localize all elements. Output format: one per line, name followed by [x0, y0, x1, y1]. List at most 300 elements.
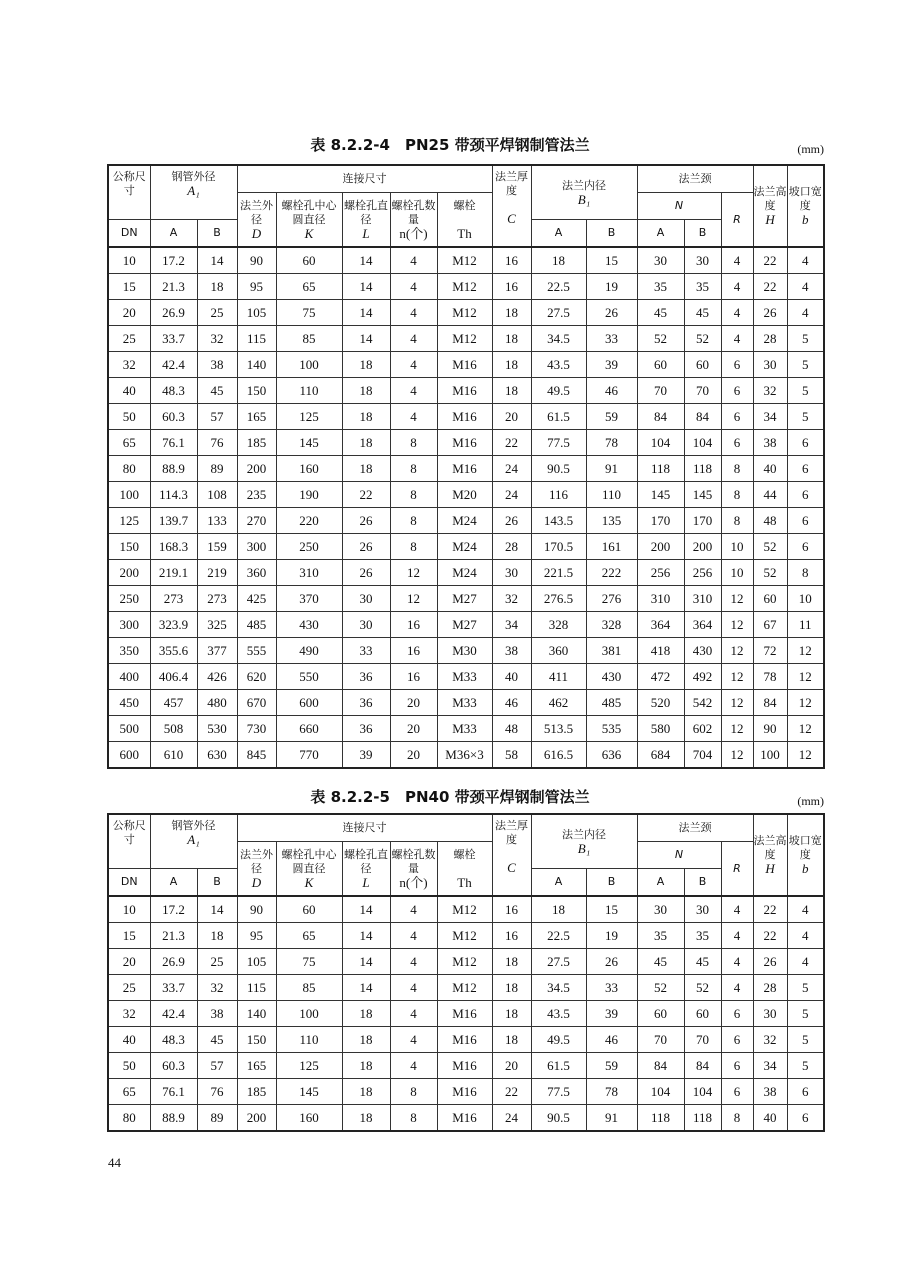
table-cell: 145: [637, 482, 684, 508]
table-cell: 11: [787, 612, 824, 638]
table-cell: 300: [108, 612, 150, 638]
table-cell: 45: [684, 949, 721, 975]
table-cell: 43.5: [531, 1001, 586, 1027]
table-cell: 6: [721, 430, 753, 456]
table-cell: 4: [390, 247, 437, 274]
table-cell: 95: [237, 923, 276, 949]
header-b1-a: A: [531, 220, 586, 248]
header-b1: [531, 814, 637, 869]
table-cell: 30: [637, 896, 684, 923]
table-cell: 5: [787, 404, 824, 430]
table-cell: 72: [753, 638, 787, 664]
table-cell: 4: [721, 274, 753, 300]
table-cell: 38: [753, 1079, 787, 1105]
table-cell: 18: [342, 352, 390, 378]
table-cell: 38: [753, 430, 787, 456]
table-cell: 12: [787, 742, 824, 769]
table-cell: 28: [492, 534, 531, 560]
table-cell: 513.5: [531, 716, 586, 742]
header-bw: [787, 814, 824, 896]
table-cell: 4: [721, 949, 753, 975]
table-cell: 35: [637, 923, 684, 949]
header-label: 坡口宽度: [788, 834, 822, 861]
table-cell: 10: [721, 560, 753, 586]
table-cell: 26: [753, 949, 787, 975]
header-label: 法兰外径: [240, 198, 273, 226]
table-cell: 5: [787, 378, 824, 404]
table-cell: 24: [492, 482, 531, 508]
table-cell: 36: [342, 690, 390, 716]
table-cell: 730: [237, 716, 276, 742]
table-cell: 45: [197, 378, 237, 404]
header-n-count: [390, 842, 437, 897]
table-cell: 18: [342, 1105, 390, 1132]
table-cell: 200: [637, 534, 684, 560]
table-cell: 34: [753, 1053, 787, 1079]
table-row: [108, 508, 824, 534]
table-cell: 8: [390, 482, 437, 508]
table-cell: 4: [390, 1053, 437, 1079]
table-cell: 535: [586, 716, 637, 742]
table-cell: 4: [390, 326, 437, 352]
table-cell: 14: [197, 896, 237, 923]
table-cell: 550: [276, 664, 342, 690]
table-cell: 325: [197, 612, 237, 638]
header-label: 钢管外径: [171, 819, 216, 832]
header-k: [276, 842, 342, 897]
table-cell: 115: [237, 975, 276, 1001]
table-cell: M16: [437, 1053, 492, 1079]
table-cell: 67: [753, 612, 787, 638]
table-cell: 60: [276, 896, 342, 923]
table-cell: 40: [492, 664, 531, 690]
table-cell: 14: [342, 949, 390, 975]
table-row: [108, 456, 824, 482]
table-cell: 116: [531, 482, 586, 508]
table-cell: 219: [197, 560, 237, 586]
table-cell: 159: [197, 534, 237, 560]
header-label: 坡口宽度: [788, 185, 822, 212]
table-cell: 26: [342, 508, 390, 534]
table-cell: 18: [342, 1053, 390, 1079]
table-cell: 328: [531, 612, 586, 638]
header-row: [108, 165, 824, 193]
table-cell: 6: [721, 1079, 753, 1105]
table-cell: 42.4: [150, 1001, 197, 1027]
table-cell: M16: [437, 430, 492, 456]
table-cell: 610: [150, 742, 197, 769]
table-cell: 4: [787, 896, 824, 923]
table-cell: M16: [437, 378, 492, 404]
table-cell: 50: [108, 1053, 150, 1079]
table-cell: 32: [197, 326, 237, 352]
table-cell: 36: [342, 716, 390, 742]
table-cell: 25: [197, 949, 237, 975]
table-cell: 76.1: [150, 1079, 197, 1105]
table-cell: 110: [276, 378, 342, 404]
table-cell: 21.3: [150, 923, 197, 949]
table-cell: 4: [721, 923, 753, 949]
header-a1: [150, 165, 237, 220]
header-symbol: b: [802, 861, 809, 876]
table-cell: 450: [108, 690, 150, 716]
table-row: [108, 690, 824, 716]
table-cell: 38: [197, 1001, 237, 1027]
header-c: [492, 814, 531, 896]
table-cell: 620: [237, 664, 276, 690]
table-cell: 16: [390, 612, 437, 638]
table-cell: 78: [586, 1079, 637, 1105]
table-cell: 6: [787, 482, 824, 508]
table-cell: 6: [787, 430, 824, 456]
header-label: 法兰厚度: [495, 819, 528, 846]
table-cell: 27.5: [531, 949, 586, 975]
table-cell: 52: [637, 975, 684, 1001]
table-cell: 555: [237, 638, 276, 664]
table-cell: 12: [721, 716, 753, 742]
table-cell: 500: [108, 716, 150, 742]
table-2-title: 表 8.2.2-5 PN40 带颈平焊钢制管法兰: [310, 788, 590, 806]
table-cell: 45: [637, 300, 684, 326]
table-cell: 485: [586, 690, 637, 716]
table-cell: 140: [237, 1001, 276, 1027]
table-cell: 381: [586, 638, 637, 664]
table-cell: 32: [753, 1027, 787, 1053]
table-cell: 4: [390, 1001, 437, 1027]
header-label: 螺栓孔直径: [344, 198, 388, 226]
table-cell: 220: [276, 508, 342, 534]
table-cell: 18: [492, 949, 531, 975]
table-cell: 91: [586, 1105, 637, 1132]
table-cell: 77.5: [531, 1079, 586, 1105]
table-cell: 40: [108, 378, 150, 404]
table-cell: 105: [237, 300, 276, 326]
table-cell: 40: [753, 456, 787, 482]
header-symbol: H: [765, 212, 775, 227]
table-cell: 4: [787, 274, 824, 300]
header-d: [237, 193, 276, 248]
table-cell: 25: [197, 300, 237, 326]
table-cell: 60: [276, 247, 342, 274]
table-cell: 22: [753, 896, 787, 923]
table-cell: 49.5: [531, 1027, 586, 1053]
table-cell: 8: [390, 1105, 437, 1132]
table-cell: 276.5: [531, 586, 586, 612]
table-cell: 6: [787, 534, 824, 560]
table-cell: 18: [531, 896, 586, 923]
header-connection: 连接尺寸: [237, 814, 492, 842]
table-cell: 90: [237, 896, 276, 923]
header-r: R: [721, 193, 753, 248]
table-row: [108, 482, 824, 508]
table-cell: 33: [586, 326, 637, 352]
table-cell: 18: [492, 975, 531, 1001]
header-label: 螺栓孔直径: [344, 847, 388, 875]
table-cell: 25: [108, 975, 150, 1001]
table-cell: 250: [276, 534, 342, 560]
header-label: 法兰厚度: [495, 170, 528, 197]
table-cell: 25: [108, 326, 150, 352]
table-cell: 16: [492, 274, 531, 300]
header-d: [237, 842, 276, 897]
table-cell: 457: [150, 690, 197, 716]
table-cell: 26: [342, 560, 390, 586]
table-cell: 65: [108, 1079, 150, 1105]
page-number: 44: [108, 1155, 121, 1170]
table-cell: 4: [787, 300, 824, 326]
header-n-b: B: [684, 220, 721, 248]
table-cell: 19: [586, 923, 637, 949]
table-cell: 18: [492, 352, 531, 378]
table-cell: 48: [753, 508, 787, 534]
table-cell: 58: [492, 742, 531, 769]
table-cell: 364: [637, 612, 684, 638]
table-cell: 4: [390, 300, 437, 326]
header-connection: 连接尺寸: [237, 165, 492, 193]
table-cell: 46: [492, 690, 531, 716]
table-row: [108, 896, 824, 923]
table-cell: 310: [684, 586, 721, 612]
table-cell: 704: [684, 742, 721, 769]
table-cell: 100: [753, 742, 787, 769]
table-cell: 22: [753, 274, 787, 300]
table-cell: 411: [531, 664, 586, 690]
header-b1-b: B: [586, 220, 637, 248]
table-cell: 10: [108, 896, 150, 923]
table-cell: 10: [787, 586, 824, 612]
table-cell: 328: [586, 612, 637, 638]
table-cell: 114.3: [150, 482, 197, 508]
table-cell: 118: [637, 1105, 684, 1132]
table-row: [108, 664, 824, 690]
table-cell: 5: [787, 326, 824, 352]
table-cell: 40: [753, 1105, 787, 1132]
table-cell: 18: [342, 1027, 390, 1053]
table-cell: M16: [437, 1079, 492, 1105]
header-label: 法兰高度: [753, 834, 787, 861]
header-a1-b: B: [197, 220, 237, 248]
table-cell: 12: [787, 664, 824, 690]
table-cell: 75: [276, 949, 342, 975]
table-cell: 32: [108, 1001, 150, 1027]
table-cell: 30: [684, 896, 721, 923]
table-row: [108, 1053, 824, 1079]
table-cell: 88.9: [150, 456, 197, 482]
table-cell: 14: [342, 923, 390, 949]
table-row: [108, 534, 824, 560]
table-cell: 8: [721, 482, 753, 508]
table-cell: 39: [586, 1001, 637, 1027]
table-row: [108, 300, 824, 326]
table-2-unit: (mm): [797, 794, 824, 808]
table-cell: 6: [787, 456, 824, 482]
table-row: [108, 247, 824, 274]
header-symbol: K: [304, 225, 314, 241]
table-row: [108, 430, 824, 456]
table-cell: 12: [390, 560, 437, 586]
table-cell: 5: [787, 1053, 824, 1079]
table-cell: 150: [108, 534, 150, 560]
table-cell: 27.5: [531, 300, 586, 326]
table-cell: M20: [437, 482, 492, 508]
table-cell: M12: [437, 975, 492, 1001]
table-cell: 4: [787, 949, 824, 975]
table-cell: 4: [721, 300, 753, 326]
header-label: 钢管外径: [171, 170, 216, 183]
table-cell: 48: [492, 716, 531, 742]
table-cell: 273: [150, 586, 197, 612]
table-row: [108, 352, 824, 378]
table-cell: 16: [390, 638, 437, 664]
table-cell: 20: [492, 1053, 531, 1079]
table-cell: M27: [437, 612, 492, 638]
table-cell: 200: [684, 534, 721, 560]
table-cell: 33.7: [150, 326, 197, 352]
table-cell: 33.7: [150, 975, 197, 1001]
table-cell: 430: [684, 638, 721, 664]
header-symbol: K: [304, 874, 314, 890]
table-cell: 425: [237, 586, 276, 612]
table-cell: 16: [492, 896, 531, 923]
table-cell: 76.1: [150, 430, 197, 456]
table-cell: 44: [753, 482, 787, 508]
table-cell: 26: [753, 300, 787, 326]
header-a1-a: A: [150, 869, 197, 897]
table-cell: 143.5: [531, 508, 586, 534]
table-cell: 59: [586, 1053, 637, 1079]
table-cell: 16: [492, 923, 531, 949]
table-cell: 600: [108, 742, 150, 769]
header-bw: [787, 165, 824, 247]
table-cell: 104: [637, 1079, 684, 1105]
table-cell: M12: [437, 274, 492, 300]
table-cell: 200: [108, 560, 150, 586]
header-symbol: b: [802, 212, 809, 227]
table-pn40: [107, 813, 825, 1132]
table-cell: 34: [753, 404, 787, 430]
table-cell: 12: [390, 586, 437, 612]
table-cell: 52: [684, 326, 721, 352]
table-row: [108, 638, 824, 664]
table-cell: 8: [390, 534, 437, 560]
table-cell: 100: [108, 482, 150, 508]
table-cell: 80: [108, 1105, 150, 1132]
table-cell: 6: [787, 1079, 824, 1105]
table-cell: 125: [276, 404, 342, 430]
header-l: [342, 842, 390, 897]
table-cell: 300: [237, 534, 276, 560]
table-cell: M24: [437, 534, 492, 560]
table-cell: 84: [684, 404, 721, 430]
header-n-neck: N: [637, 193, 721, 220]
table-cell: 17.2: [150, 896, 197, 923]
table-cell: 273: [197, 586, 237, 612]
table-cell: 30: [753, 1001, 787, 1027]
header-label: 螺栓孔中心圆直径: [281, 198, 337, 226]
header-th: [437, 193, 492, 248]
table-cell: 60: [684, 352, 721, 378]
table-cell: 418: [637, 638, 684, 664]
table-cell: 165: [237, 404, 276, 430]
table-cell: 57: [197, 1053, 237, 1079]
table-cell: 6: [721, 1053, 753, 1079]
table-cell: 200: [237, 1105, 276, 1132]
table-cell: 104: [637, 430, 684, 456]
table-cell: 18: [342, 456, 390, 482]
table-cell: 28: [753, 975, 787, 1001]
table-cell: 165: [237, 1053, 276, 1079]
table-cell: 118: [684, 1105, 721, 1132]
table-cell: 45: [197, 1027, 237, 1053]
table-cell: 36: [342, 664, 390, 690]
table-cell: 145: [276, 430, 342, 456]
table-cell: 15: [586, 247, 637, 274]
header-b1: [531, 165, 637, 220]
header-symbol: C: [507, 860, 516, 875]
table-cell: 430: [276, 612, 342, 638]
header-n-b: B: [684, 869, 721, 897]
table-cell: 16: [390, 664, 437, 690]
table-cell: 219.1: [150, 560, 197, 586]
table-cell: 135: [586, 508, 637, 534]
table-cell: 80: [108, 456, 150, 482]
table-row: [108, 1001, 824, 1027]
header-th: [437, 842, 492, 897]
table-cell: 6: [721, 352, 753, 378]
table-cell: 10: [721, 534, 753, 560]
table-cell: 43.5: [531, 352, 586, 378]
table-cell: 4: [390, 923, 437, 949]
table-cell: M12: [437, 247, 492, 274]
header-n-a: A: [637, 869, 684, 897]
table-row: [108, 274, 824, 300]
table-cell: 4: [390, 352, 437, 378]
table-cell: 161: [586, 534, 637, 560]
table-cell: 48.3: [150, 378, 197, 404]
table-cell: 17.2: [150, 247, 197, 274]
table-cell: 60.3: [150, 404, 197, 430]
header-symbol: A₁: [187, 183, 200, 198]
table-cell: 70: [684, 1027, 721, 1053]
table-cell: 580: [637, 716, 684, 742]
table-cell: 95: [237, 274, 276, 300]
table-cell: 20: [390, 742, 437, 769]
table-cell: 46: [586, 1027, 637, 1053]
table-cell: 160: [276, 1105, 342, 1132]
header-h: [753, 814, 787, 896]
table-cell: 16: [492, 247, 531, 274]
table-cell: 35: [637, 274, 684, 300]
table-cell: 14: [197, 247, 237, 274]
header-n-neck: N: [637, 842, 721, 869]
table-cell: 46: [586, 378, 637, 404]
table-cell: 85: [276, 975, 342, 1001]
table-cell: 145: [276, 1079, 342, 1105]
table-cell: 18: [492, 1027, 531, 1053]
table-row: [108, 612, 824, 638]
header-b1-b: B: [586, 869, 637, 897]
table-cell: 24: [492, 1105, 531, 1132]
header-label: 法兰内径: [562, 178, 606, 192]
table-cell: 200: [237, 456, 276, 482]
table-cell: 12: [721, 612, 753, 638]
table-cell: 18: [342, 378, 390, 404]
table-cell: 145: [684, 482, 721, 508]
table-cell: 4: [390, 274, 437, 300]
table-cell: 8: [390, 456, 437, 482]
table-cell: 30: [753, 352, 787, 378]
table-cell: 4: [787, 923, 824, 949]
